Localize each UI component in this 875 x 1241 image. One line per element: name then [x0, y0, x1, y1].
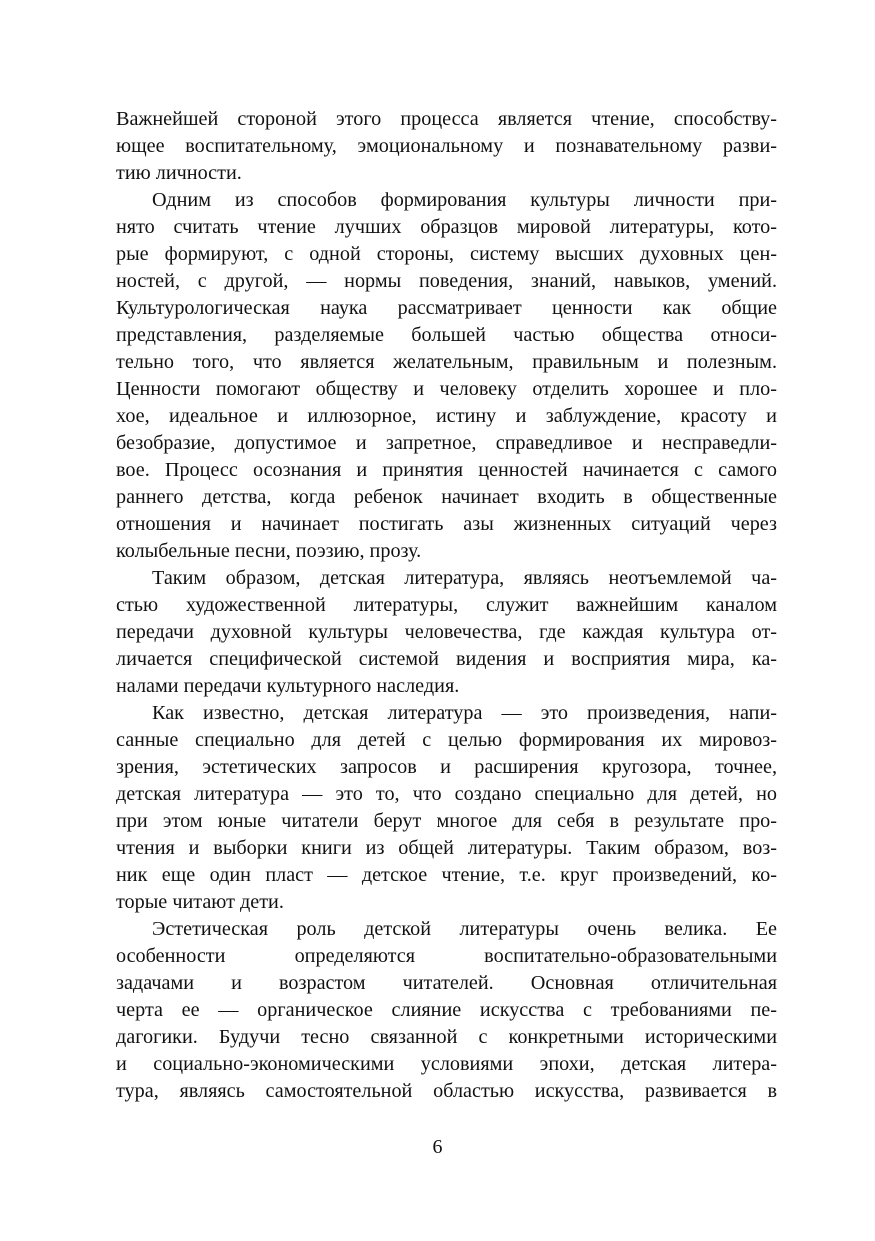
text-line: стью художественной литературы, служит важнейшим каналом: [116, 594, 777, 616]
text-line: передачи духовной культуры человечества, где каждая культура от-: [116, 621, 777, 643]
text-line: тура, являясь самостоятельной областью искусства, развивается в: [116, 1080, 777, 1102]
text-line: колыбельные песни, поэзию, прозу.: [116, 540, 422, 562]
body-text: [116, 106, 777, 1105]
text-line: Важнейшей стороной этого процесса является чтение, способству-: [116, 108, 777, 130]
text-line: безобразие, допустимое и запретное, справедливое и несправедли-: [116, 432, 777, 454]
text-line: тию личности.: [116, 162, 242, 184]
text-line: раннего детства, когда ребенок начинает входить в общественные: [116, 486, 777, 508]
page-number: 6: [432, 1136, 443, 1158]
text-line: торые читают дети.: [116, 891, 284, 913]
text-line: ющее воспитательному, эмоциональному и познавательному разви-: [116, 135, 777, 157]
text-line: вое. Процесс осознания и принятия ценностей начинается с самого: [116, 459, 777, 481]
text-line: особенности определяются воспитательно-образовательными: [116, 945, 777, 967]
text-line: Как известно, детская литература — это произведения, напи-: [152, 702, 777, 724]
text-line: тельно того, что является желательным, правильным и полезным.: [116, 351, 777, 373]
text-line: отношения и начинает постигать азы жизненных ситуаций через: [116, 513, 777, 535]
text-line: Культурологическая наука рассматривает ценности как общие: [116, 297, 777, 319]
text-line: задачами и возрастом читателей. Основная отличительная: [116, 972, 777, 994]
text-line: ник еще один пласт — детское чтение, т.е. круг произведений, ко-: [116, 864, 777, 886]
text-line: хое, идеальное и иллюзорное, истину и заблуждение, красоту и: [116, 405, 777, 427]
text-line: Эстетическая роль детской литературы очень велика. Ее: [152, 918, 777, 940]
text-line: ностей, с другой, — нормы поведения, знаний, навыков, умений.: [116, 270, 777, 292]
text-line: Одним из способов формирования культуры личности при-: [152, 189, 777, 211]
text-line: черта ее — органическое слияние искусства с требованиями пе-: [116, 999, 777, 1021]
text-line: личается специфической системой видения и восприятия мира, ка-: [116, 648, 777, 670]
text-line: Таким образом, детская литература, являясь неотъемлемой ча-: [152, 567, 777, 589]
text-line: представления, разделяемые большей частью общества относи-: [116, 324, 777, 346]
text-line: при этом юные читатели берут многое для себя в результате про-: [116, 810, 777, 832]
text-line: нято считать чтение лучших образцов мировой литературы, кото-: [116, 216, 777, 238]
text-line: и социально-экономическими условиями эпохи, детская литера-: [116, 1053, 777, 1075]
text-line: зрения, эстетических запросов и расширения кругозора, точнее,: [116, 756, 777, 778]
text-line: налами передачи культурного наследия.: [116, 675, 460, 697]
text-line: санные специально для детей с целью формирования их мировоз-: [116, 729, 777, 751]
text-line: рые формируют, с одной стороны, систему высших духовных цен-: [116, 243, 777, 265]
text-line: дагогики. Будучи тесно связанной с конкретными историческими: [116, 1026, 777, 1048]
text-line: чтения и выборки книги из общей литературы. Таким образом, воз-: [116, 837, 777, 859]
text-line: Ценности помогают обществу и человеку отделить хорошее и пло-: [116, 378, 777, 400]
text-line: детская литература — это то, что создано специально для детей, но: [116, 783, 777, 805]
